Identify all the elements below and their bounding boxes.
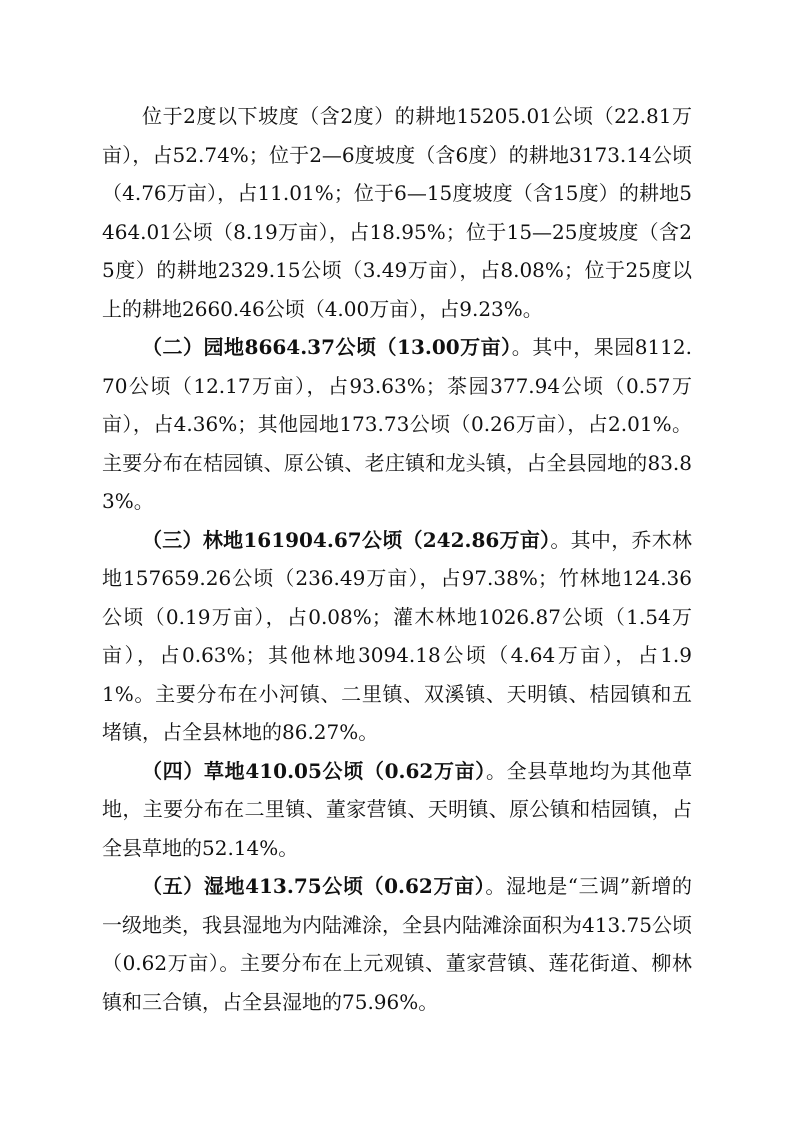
paragraph-garden-land xyxy=(102,328,692,521)
paragraph-heading: （五）湿地413.75公顷（0.62万亩） xyxy=(142,874,486,898)
paragraph-heading: （二）园地8664.37公顷（13.00万亩） xyxy=(142,335,512,359)
paragraph-text: 。其中，乔木林地157659.26公顷（236.49万亩），占97.38%；竹林地124.36公顷（0.19万亩），占0.08%；灌木林地1026.87公顷（1.54万亩），占0.63%；其他林地3094.18公顷（4.64万亩），占1.91%。主要分布在小河镇、二里镇、双溪镇、天明镇、桔园镇和五堵镇，占全县林地的86.27%。 xyxy=(102,527,693,744)
paragraph-cultivated-slope xyxy=(102,97,692,328)
paragraph-text: 位于2度以下坡度（含2度）的耕地15205.01公顷（22.81万亩），占52.74%；位于2—6度坡度（含6度）的耕地3173.14公顷（4.76万亩），占11.01%；位于6—15度坡度（含15度）的耕地5464.01公顷（8.19万亩），占18.95%；位于15—25度坡度（含25度）的耕地2329.15公顷（3.49万亩），占8.08%；位于25度以上的耕地2660.46公顷（4.00万亩），占9.23%。 xyxy=(102,104,692,321)
paragraph-heading: （三）林地161904.67公顷（242.86万亩） xyxy=(142,527,551,552)
paragraph-text: 。湿地是“三调”新增的一级地类，我县湿地为内陆滩涂，全县内陆滩涂面积为413.75公顷（0.62万亩）。主要分布在上元观镇、董家营镇、莲花街道、柳林镇和三合镇，占全县湿地的75.96%。 xyxy=(102,874,692,1014)
paragraph-text: 。全县草地均为其他草地，主要分布在二里镇、董家营镇、天明镇、原公镇和桔园镇，占全县草地的52.14%。 xyxy=(102,758,692,860)
paragraph-text: 。其中，果园8112.70公顷（12.17万亩），占93.63%；茶园377.94公顷（0.57万亩），占4.36%；其他园地173.73公顷（0.26万亩），占2.01%。主要分布在桔园镇、原公镇、老庄镇和龙头镇，占全县园地的83.83%。 xyxy=(102,335,692,513)
document-body xyxy=(102,97,692,1021)
paragraph-forest-land xyxy=(102,521,692,752)
paragraph-wetland xyxy=(102,867,692,1021)
paragraph-grassland xyxy=(102,752,692,868)
paragraph-heading: （四）草地410.05公顷（0.62万亩） xyxy=(142,758,486,783)
